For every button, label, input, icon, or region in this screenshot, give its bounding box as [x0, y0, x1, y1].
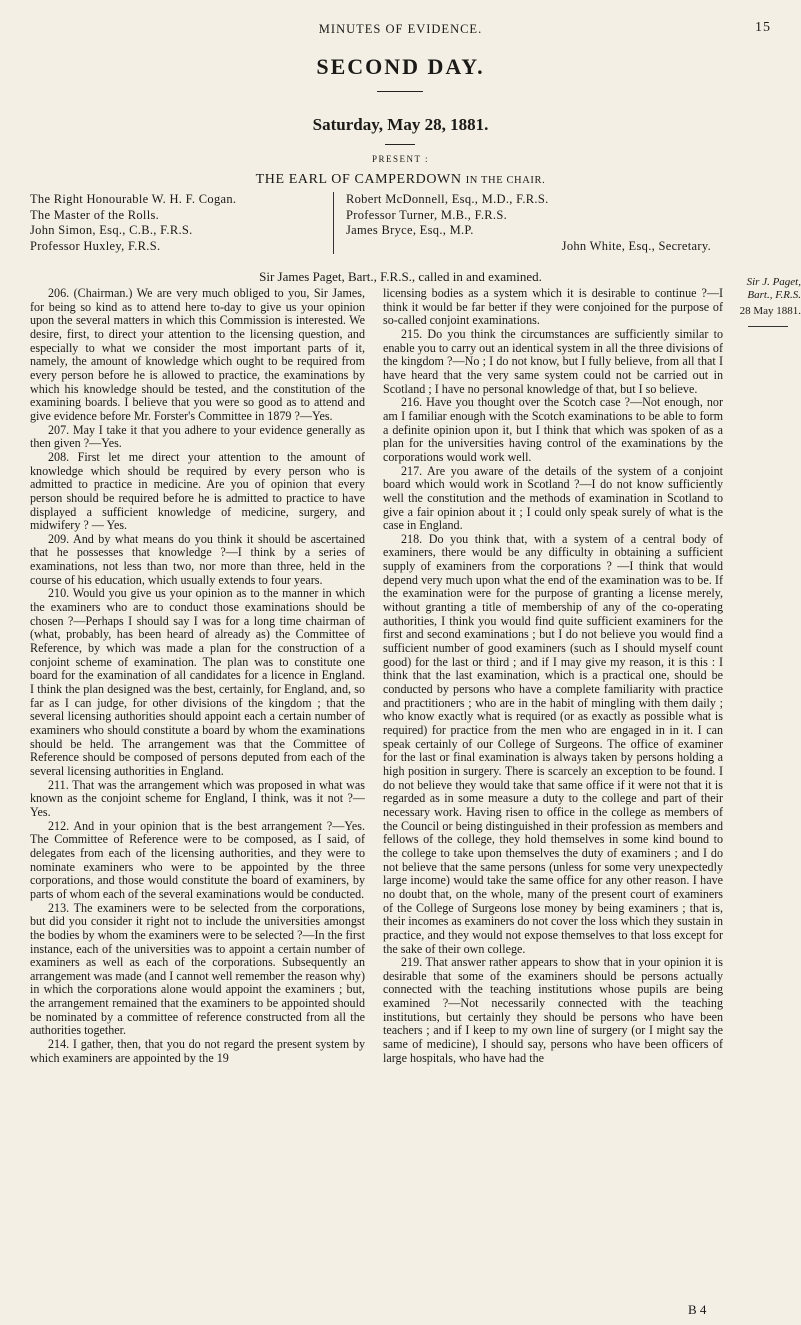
attendee: The Master of the Rolls.	[30, 207, 160, 222]
left-column	[30, 287, 365, 1307]
date-line: Saturday, May 28, 1881.	[312, 115, 489, 134]
section-title: SECOND DAY.	[316, 54, 485, 79]
present-label: PRESENT :	[371, 154, 430, 164]
margin-witness-note: Sir J. Paget, Bart., F.R.S.	[746, 276, 801, 301]
signature-mark: B 4	[688, 1302, 707, 1317]
paragraph: 210. Would you give us your opinion as to the manner in which the examiners who are to conduct those examinations should be chosen ?—Perhaps I should say I was for a long time chairman of (what, probably, has been heard of already as) the Committee of Reference, by which was made a plan for the construction of a conjoint scheme of examination. The plan was to constitute one board for the examination of all candidates for a licence in England. I think the plan designed was the best, certainly, for England, and, so far as I can judge, for other divisions of the kingdom ; that the several licensing authorities should appoint each a certain number of examiners who should constitute a board by whom the examinations should be held. The arrangement was that the Committee of Reference should be composed of persons deputed from each of the several licensing authorities in England.	[30, 586, 365, 778]
chair-name: THE EARL OF CAMPERDOWN	[255, 172, 462, 187]
paragraph: 211. That was the arrangement which was proposed in what was known as the conjoint scheme for England, I think, was it not ?—Yes.	[30, 777, 365, 819]
attendee-column-right	[333, 192, 746, 254]
attendee: Robert McDonnell, Esq., M.D., F.R.S.	[346, 192, 549, 206]
paragraph: licensing bodies as a system which it is desirable to continue ?—I think it would be far better if they were conjoined for the purpose of so-called conjoint examinations.	[383, 287, 723, 328]
chair-suffix: IN THE CHAIR.	[465, 175, 546, 186]
attendee: Professor Huxley, F.R.S.	[30, 238, 161, 253]
chair-line	[0, 172, 801, 188]
paragraph: 207. May I take it that you adhere to your evidence generally as then given ?—Yes.	[30, 422, 365, 451]
running-title: MINUTES OF EVIDENCE.	[318, 22, 483, 36]
paragraph: 216. Have you thought over the Scotch case ?—Not enough, nor am I familiar enough with the Scotch examinations to be able to form a definite opinion upon it, but I think that which was spoken of as a plan for the universities having control of the examinations by the corporations would work well.	[383, 395, 723, 464]
paragraph: 209. And by what means do you think it should be ascertained that he possesses that knowledge ?—I think by a series of examinations, not less than two, nor more than three, held in the course of his education, which usually extends to four years.	[30, 531, 365, 587]
page-number: 15	[755, 20, 771, 35]
attendee: James Bryce, Esq., M.P.	[346, 223, 474, 237]
paragraph: 218. Do you think that, with a system of a central body of examiners, there would be any difficulty in obtaining a sufficient supply of examiners from the corporations ? —I think that would depend very much upon what the end of the examination was to be. If the examination were for the purpose of granting a license merely, without granting a title of membership of any of the co-operating authorities, I think you would find quite sufficient examiners for the first and second examinations ; but I do not believe you would find a sufficient number of good examiners (such as I should myself count good) for the last or third ; and if I may give my reason, it is this : I think that the last examination, which is a practical one, should be conducted by persons who have a complete familiarity with practice and practitioners ; who are in the habit of mingling with them daily ; who know exactly what is required (or as exactly as possible what is required) for practice from the men who are engaged in in it. I can speak certainly of our College of Surgeons. The office of examiner for the last or final examination is always taken by persons holding a high position in surgery. There is scarcely an exception to be found. I do not believe they would take that same office if it were not that it is regarded as in some measure a duty to the college and part of their necessary work. Having risen to office in the college as members of the Council or being distinguished in their profession as members and fellows of the college, they hold themselves in some kind bound to the college to take upon themselves the duty of examiners ; and I do not believe that the same persons (unless for some very unexpectedly large income) would take the same office for any other reason. I have no doubt that, on the whole, many of the present court of examiners of the College of Surgeons lose money by being examiners ; that is, their incomes as examiners do not cover the loss which they sustain in practice, and they would not expose themselves to that loss except for the sake of their own college.	[383, 531, 723, 956]
paragraph: 215. Do you think the circumstances are sufficiently similar to enable you to carry out an identical system in all the three divisions of the kingdom ?—No ; I do not know, but I fully believe, from all that I have heard that the very same system could not be carried out in Scotland ; I have no personal knowledge of that, but I so believe.	[383, 326, 723, 396]
attendee: John Simon, Esq., C.B., F.R.S.	[30, 223, 193, 237]
title-rule	[377, 91, 423, 92]
paragraph: 214. I gather, then, that you do not regard the present system by which examiners are appointed by the 19	[30, 1037, 365, 1065]
paragraph: 217. Are you aware of the details of the system of a conjoint board which would work in Scotland ?—I do not know sufficiently well the constitution and the methods of examination in Scotland to give a fair opinion about it ; I could only speak surely of what is the case in England.	[383, 463, 723, 533]
paragraph: 206. (Chairman.) We are very much obliged to you, Sir James, for being so kind as to attend here to-day to give us your opinion upon the several matters in which this Commission is interested. We desire, first, to direct your attention to the licensing question, and especially to what we consider the most important parts of it, namely, the amount of knowledge which ought to be required from every person before he is allowed to practice, the examinations by which his knowledge should be tested, and the constitution of the examining boards. I believe that you were so good as to attend and give evidence before Mr. Forster's Committee in 1879 ?—Yes.	[30, 287, 365, 423]
secretary: John White, Esq., Secretary.	[561, 238, 711, 253]
margin-rule	[748, 326, 788, 327]
paragraph: 212. And in your opinion that is the best arrangement ?—Yes. The Committee of Reference were to be composed, as I said, of delegates from each of the licensing authorities, and they were to nominate examiners who were to be appointed by the three corporations, and those would constitute the board of examiners, by parts of whom each of the several examinations would be conducted.	[30, 818, 365, 901]
date-rule	[385, 144, 415, 145]
paragraph: 219. That answer rather appears to show that in your opinion it is desirable that some of the examiners should be persons actually connected with the teaching institutions whose pupils are being examined ?—Not necessarily connected with the teaching institutions, but certainly they should be persons who have been teachers ; and if I keep to my own line of surgery (or I might say the same of medicine), I should say, persons who have been officers of large hospitals, who have had the	[383, 955, 723, 1065]
paragraph: 213. The examiners were to be selected from the corporations, but did you consider it right not to include the universities amongst the bodies by whom the examiners were to be selected ?—In the first instance, each of the universities was to appoint a certain number of examiners as well as each of the corporations. Subsequently an arrangement was made (and I cannot well remember the reason why) in which the corporations alone would appoint the examiners ; but, the arrangement remained that the examiners to be appointed should be nominated by a committee of reference constructed from all the authorities together.	[30, 900, 365, 1038]
attendee-column-left	[30, 192, 330, 254]
running-head	[0, 22, 801, 42]
attendee: Professor Turner, M.B., F.R.S.	[346, 207, 508, 222]
right-column	[383, 287, 723, 1307]
attendee: The Right Honourable W. H. F. Cogan.	[30, 192, 237, 206]
margin-date-note: 28 May 1881.	[739, 305, 801, 317]
paragraph: 208. First let me direct your attention to the amount of knowledge which should be required by every person who is admitted to practice in medicine. Are you of opinion that every person should be required before he is admitted to practice to have displayed a sufficient knowledge of medicine, surgery, and midwifery ? — Yes.	[30, 449, 365, 533]
attendee-list	[30, 192, 730, 262]
witness-line: Sir James Paget, Bart., F.R.S., called in and examined.	[259, 269, 542, 284]
